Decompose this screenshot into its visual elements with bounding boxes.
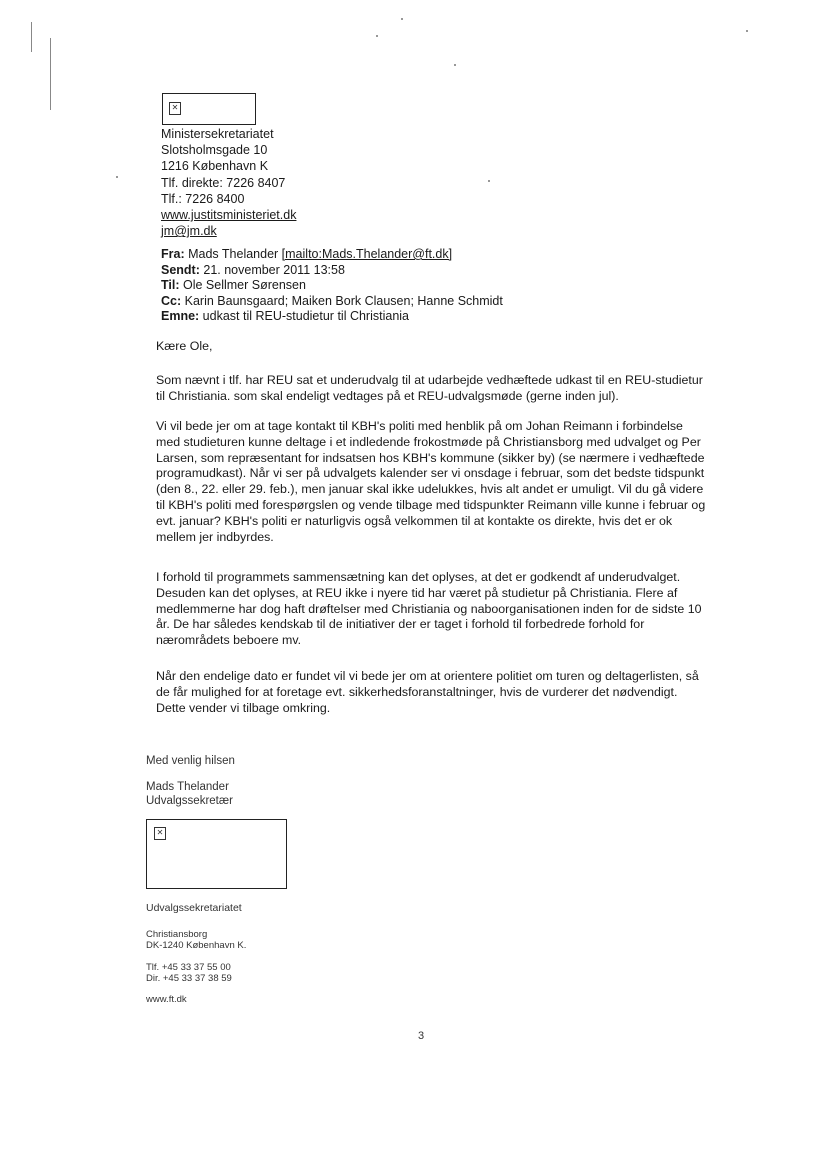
signature-block bbox=[161, 126, 296, 239]
to-value: Ole Sellmer Sørensen bbox=[179, 278, 306, 293]
text-line: Når den endelige dato er fundet vil vi bede jer om at orientere politiet om turen og deltagerlisten, så bbox=[156, 669, 699, 683]
regards-line: Med venlig hilsen bbox=[146, 755, 235, 767]
from-row bbox=[161, 247, 503, 263]
broken-image-icon: ✕ bbox=[169, 102, 181, 115]
from-value: Mads Thelander bbox=[184, 247, 282, 261]
to-label: Til: bbox=[161, 278, 180, 293]
scan-speck bbox=[401, 18, 403, 20]
parliament-logo-placeholder bbox=[146, 819, 287, 889]
closing-name-block bbox=[146, 780, 233, 808]
footer-address bbox=[146, 929, 246, 951]
to-row bbox=[161, 278, 503, 294]
street-address: Slotsholmsgade 10 bbox=[161, 143, 268, 158]
page-number: 3 bbox=[418, 1030, 425, 1042]
subject-value: udkast til REU-studietur til Christiania bbox=[199, 309, 409, 324]
ministry-logo-placeholder bbox=[162, 93, 256, 125]
footer-phones bbox=[146, 962, 232, 984]
text-line: medlemmerne har dog haft drøftelser med Christiania og naboorganisationen inden for de sidste 10 bbox=[156, 601, 702, 616]
phone-main: Tlf.: 7226 8400 bbox=[161, 191, 245, 206]
email-link[interactable]: jm@jm.dk bbox=[161, 224, 217, 239]
dept-name: Udvalgssekretariatet bbox=[146, 902, 242, 914]
text-line: år. De har således kendskab til de initiativer der er taget i forhold til forbedrede forhold for bbox=[156, 617, 645, 632]
scan-margin-line bbox=[31, 22, 32, 52]
broken-image-icon: ✕ bbox=[154, 827, 166, 840]
text-line: I forhold til programmets sammensætning kan det oplyses, at det er godkendt af underudvalget. bbox=[156, 570, 681, 584]
org-name: Ministersekretariatet bbox=[161, 127, 274, 141]
greeting-line: Kære Ole, bbox=[156, 339, 213, 353]
text-line: (den 8., 22. eller 29. feb.), men januar skal ikke udelukkes, hvis alt andet er umuligt. Vil du gå videre bbox=[156, 482, 704, 497]
paragraph-4 bbox=[156, 669, 716, 716]
text-line: nærområdets beboere mv. bbox=[156, 633, 302, 648]
sender-name: Mads Thelander bbox=[146, 781, 229, 793]
text-line: programudkast). Når vi ser på udvalgets kalender ser vi onsdage i februar, som det bedste tidspunkt bbox=[156, 466, 705, 481]
text-line: evt. januar? KBH's politi er naturligvis også velkommen til at kontakte os direkte, hvis det er ok bbox=[156, 513, 673, 528]
sent-label: Sendt: bbox=[161, 262, 200, 277]
footer-dept bbox=[146, 902, 242, 914]
footer-website[interactable]: www.ft.dk bbox=[146, 994, 187, 1005]
cc-label: Cc: bbox=[161, 293, 182, 308]
text-line: Larsen, som repræsentant for indsatsen hos KBH's kommune (sikker by) (se nærmere i vedhæftede bbox=[156, 450, 705, 465]
text-line: til Christiania. som skal endeligt vedtages på et REU-udvalgsmøde (gerne inden jul). bbox=[156, 388, 619, 403]
website-link[interactable]: www.justitsministeriet.dk bbox=[161, 208, 297, 223]
building-name: Christiansborg bbox=[146, 929, 208, 940]
from-mailto-link[interactable]: [mailto:Mads.Thelander@ft.dk] bbox=[281, 247, 453, 261]
footer-web bbox=[146, 994, 187, 1005]
city-address: 1216 København K bbox=[161, 159, 269, 174]
from-label: Fra: bbox=[161, 247, 185, 261]
text-line: til KBH's politi med forespørgslen og vende tilbage med tidspunkter Reimann ville kunne i februar og bbox=[156, 497, 706, 512]
scan-speck bbox=[376, 35, 378, 37]
text-line: Dette vender vi tilbage omkring. bbox=[156, 700, 331, 715]
paragraph-1 bbox=[156, 373, 716, 405]
text-line: de får mulighed for at foretage evt. sikkerhedsforanstaltninger, hvis de vurderer det nødvendigt. bbox=[156, 684, 678, 699]
sent-value: 21. november 2011 13:58 bbox=[199, 262, 345, 277]
text-line: mellem jer indbyrdes. bbox=[156, 529, 274, 544]
text-line: Desuden kan det oplyses, at REU ikke i nyere tid har været på studietur på Christiania. Flere af bbox=[156, 585, 678, 600]
sent-row bbox=[161, 263, 503, 279]
scan-speck bbox=[116, 176, 118, 178]
paragraph-2 bbox=[156, 419, 716, 545]
text-line: Vi vil bede jer om at tage kontakt til KBH's politi med henblik på om Johan Reimann i forbindelse bbox=[156, 419, 683, 433]
scan-margin-line bbox=[50, 38, 51, 110]
scan-speck bbox=[454, 64, 456, 66]
footer-tel: Tlf. +45 33 37 55 00 bbox=[146, 962, 231, 973]
postal-address: DK-1240 København K. bbox=[146, 940, 247, 951]
subject-label: Emne: bbox=[161, 309, 200, 324]
email-headers bbox=[161, 247, 503, 325]
sender-title: Udvalgssekretær bbox=[146, 795, 233, 807]
scan-speck bbox=[746, 30, 748, 32]
footer-dir: Dir. +45 33 37 38 59 bbox=[146, 973, 232, 984]
paragraph-3 bbox=[156, 570, 716, 649]
phone-direct: Tlf. direkte: 7226 8407 bbox=[161, 175, 286, 190]
text-line: Som nævnt i tlf. har REU sat et underudvalg til at udarbejde vedhæftede udkast til en REU-studietur bbox=[156, 373, 703, 387]
greeting bbox=[156, 339, 716, 355]
cc-value: Karin Baunsgaard; Maiken Bork Clausen; Hanne Schmidt bbox=[181, 293, 503, 308]
text-line: med studieturen kunne deltage i et indledende frokostmøde på Christiansborg med udvalget og Per bbox=[156, 434, 701, 449]
closing-regards bbox=[146, 755, 235, 767]
cc-row bbox=[161, 294, 503, 310]
scan-speck bbox=[488, 180, 490, 182]
subject-row bbox=[161, 309, 503, 325]
